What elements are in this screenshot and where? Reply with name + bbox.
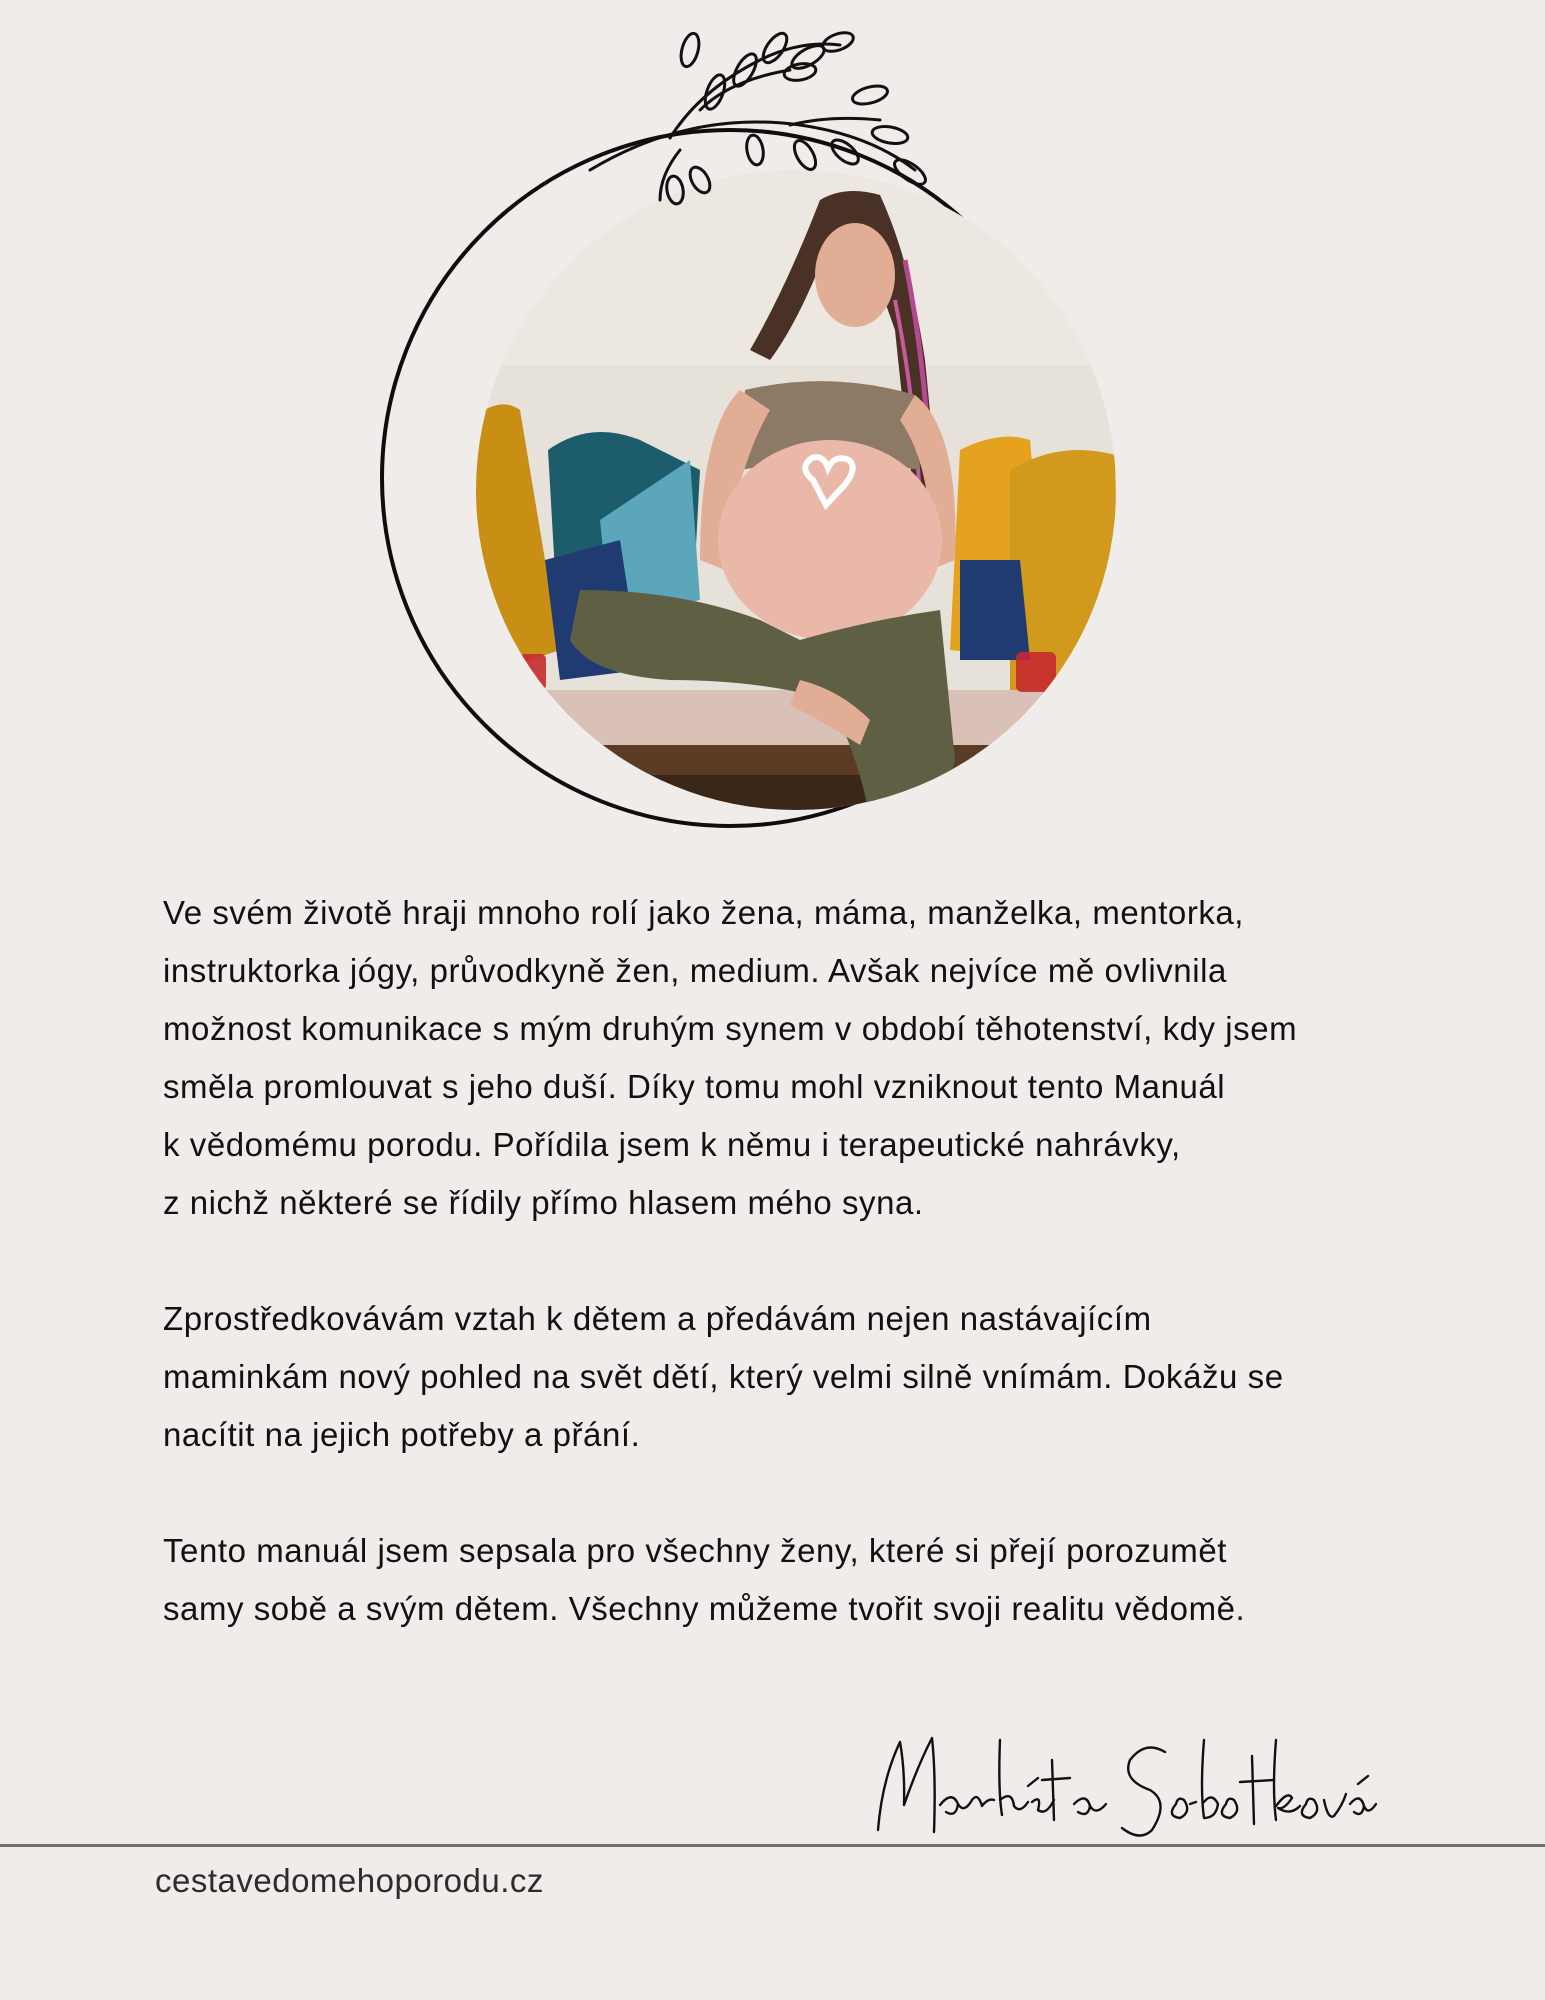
text-line: samy sobě a svým dětem. Všechny můžeme tvořit svoji realitu vědomě. <box>163 1590 1246 1627</box>
paragraph-1 <box>163 884 1393 1232</box>
text-line: instruktorka jógy, průvodkyně žen, medium. Avšak nejvíce mě ovlivnila <box>163 952 1227 989</box>
text-line: možnost komunikace s mým druhým synem v období těhotenství, kdy jsem <box>163 1010 1298 1047</box>
footer-website-link[interactable]: cestavedomehoporodu.cz <box>155 1862 544 1899</box>
text-line: z nichž některé se řídily přímo hlasem mého syna. <box>163 1184 924 1221</box>
body-text <box>163 884 1393 1696</box>
paragraph-2 <box>163 1290 1393 1464</box>
pregnant-woman-photo <box>470 165 1130 835</box>
text-line: směla promlouvat s jeho duší. Díky tomu mohl vzniknout tento Manuál <box>163 1068 1226 1105</box>
text-line: nacítit na jejich potřeby a přání. <box>163 1416 641 1453</box>
text-line: Ve svém životě hraji mnoho rolí jako žena, máma, manželka, mentorka, <box>163 894 1245 931</box>
hero-illustration <box>360 20 1160 840</box>
text-line: Tento manuál jsem sepsala pro všechny ženy, které si přejí porozumět <box>163 1532 1227 1569</box>
signature-drawing <box>860 1720 1380 1850</box>
footer-divider <box>0 1844 1545 1847</box>
text-line: Zprostředkovávám vztah k dětem a předávám nejen nastávajícím <box>163 1300 1152 1337</box>
text-line: maminkám nový pohled na svět dětí, který velmi silně vnímám. Dokážu se <box>163 1358 1284 1395</box>
paragraph-3 <box>163 1522 1393 1638</box>
text-line: k vědomému porodu. Pořídila jsem k němu i terapeutické nahrávky, <box>163 1126 1181 1163</box>
